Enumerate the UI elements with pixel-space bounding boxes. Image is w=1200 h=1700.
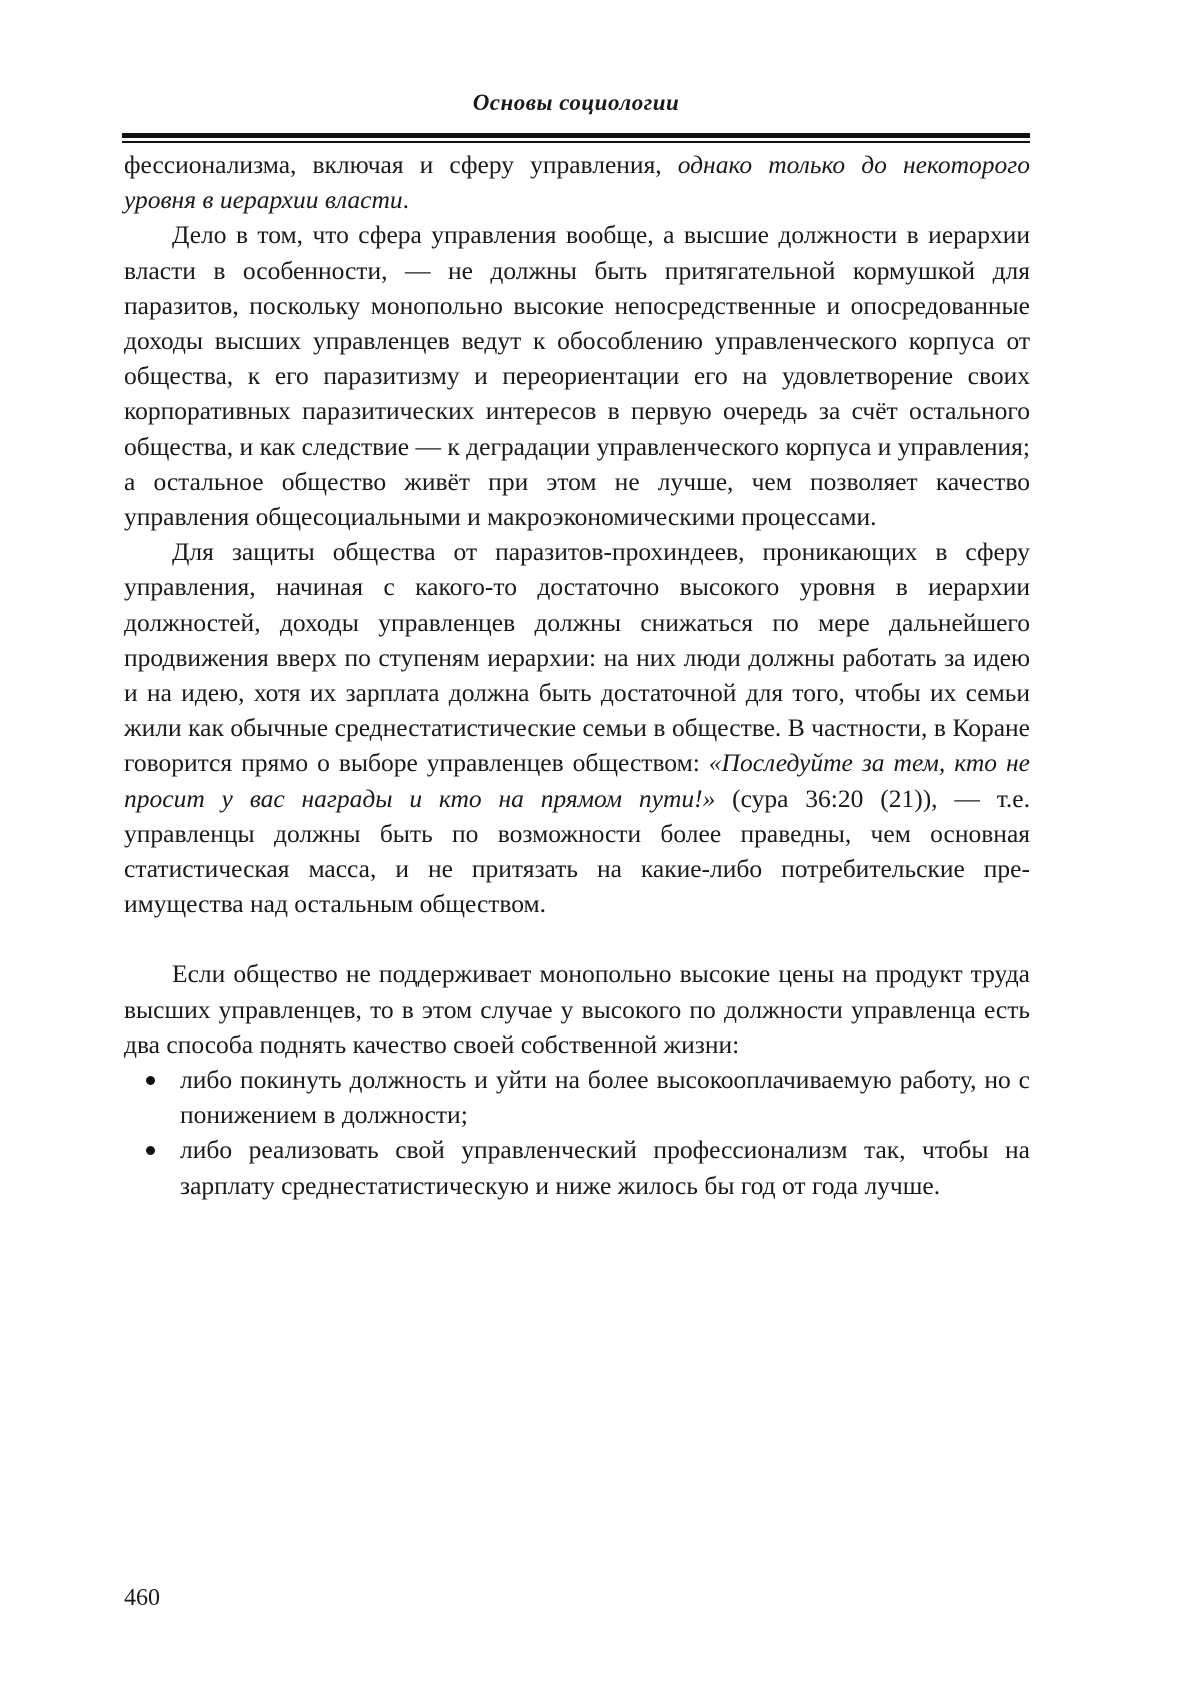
paragraph	[124, 534, 1030, 921]
list-item	[124, 1062, 1030, 1132]
quran-quote: «Последуйте за тем, кто не просит у вас награды и кто на прямом пути!»	[124, 748, 1030, 813]
bullet-list	[124, 1062, 1030, 1203]
list-item-text: либо покинуть должность и уйти на более высокооплачиваемую работу, но с понижением в должности;	[180, 1065, 1030, 1130]
list-item-text: либо реализовать свой управленческий профессионализм так, чтобы на зарплату среднестатистическую и ниже жилось бы год от года лучше.	[180, 1135, 1030, 1200]
paragraph-text: фессионализма, включая и сферу управления,	[124, 150, 678, 179]
paragraph: Дело в том, что сфера управления вообще, а высшие должности в иерархии власти в особенности, — не должны быть притягательной кормушкой для паразитов, поскольку монопольно высокие непосредственные и опосредованные доходы высших управленцев ведут к обособлению управленческого корпуса от общества, к его паразитизму и переориентации его на удовлетворение своих корпоративных паразитических интересов в первую очередь за счёт остального общества, и как следствие — к деградации управленческого корпуса и управления; а остальное общество живёт при этом не лучше, чем позволяет качество управления общесоциальными и макроэкономическими процессами.	[124, 220, 1030, 532]
paragraph-continued	[124, 147, 1030, 217]
bullet-icon	[146, 1146, 155, 1155]
paragraph: Если общество не поддерживает монопольно высокие цены на продукт труда высших управленцев, то в этом случае у высокого по должности управленца есть два способа поднять качество своей собственной жизни:	[124, 959, 1030, 1059]
paragraph-text: (сура 36:20 (21)), — т.е. управленцы должны быть по возможности более праведны, чем основная статистическая масса, и не притязать на какие-либо потребительские преимущества над остальным обществом.	[124, 783, 1030, 919]
page-number: 460	[124, 1585, 160, 1611]
paragraph-punctuation: .	[402, 185, 409, 215]
paragraph-text: Для защиты общества от паразитов-прохиндеев, проникающих в сферу управления, начиная с какого-то достаточно высокого уровня в иерархии должностей, доходы управленцев должны снижаться по мере дальнейшего продвижения вверх по ступеням иерархии: на них люди должны работать за идею и на идею, хотя их зарплата должна быть достаточной для того, чтобы их семьи жили как обычные среднестатистические семьи в обществе. В частности, в Коране говорится прямо о выборе управленцев обществом:	[124, 537, 1030, 778]
running-header: Основы социологии	[472, 90, 680, 115]
header-rule-thick	[122, 133, 1030, 138]
body-text	[124, 147, 1030, 1203]
emphasis-text: однако только до некоторого уровня в иерархии власти	[124, 150, 1030, 215]
list-item	[124, 1132, 1030, 1202]
bullet-icon	[146, 1076, 155, 1085]
header-rule-thin	[122, 141, 1030, 143]
